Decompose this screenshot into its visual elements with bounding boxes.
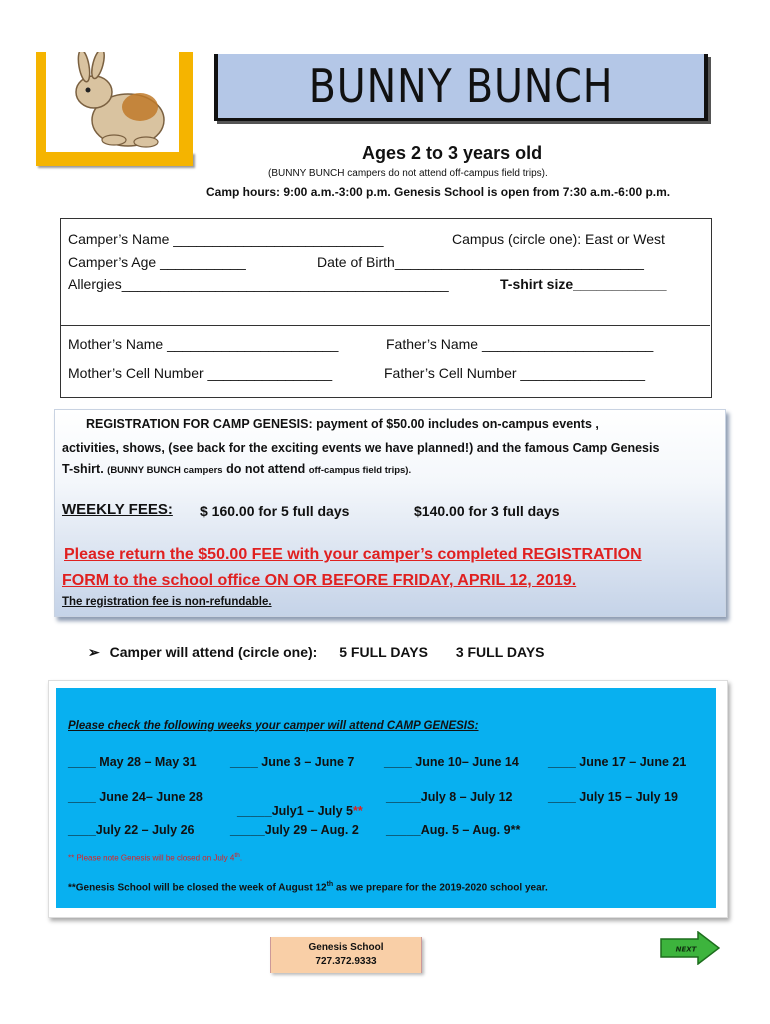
week-checkbox[interactable]: _____July 29 – Aug. 2 (230, 823, 359, 837)
bunny-campers-text: (BUNNY BUNCH campers (107, 465, 223, 476)
fathers-name-field[interactable]: Father’s Name ______________________ (386, 336, 654, 352)
campers-name-field[interactable]: Camper’s Name ___________________________ (68, 231, 384, 247)
weekly-fees-label: WEEKLY FEES: (62, 501, 173, 518)
info-divider (60, 325, 710, 326)
registration-line-1: REGISTRATION FOR CAMP GENESIS: payment of $50.00 includes on-campus events , (86, 417, 599, 431)
logo-frame-bottom (36, 152, 193, 166)
bunny-icon (58, 52, 178, 152)
july-note-text: ** Please note Genesis will be closed on July 4 (68, 853, 235, 863)
title-banner (214, 54, 708, 121)
fee-3-days: $140.00 for 3 full days (414, 503, 560, 519)
july-closure-note: ** Please note Genesis will be closed on July 4th. (68, 852, 243, 863)
return-fee-line-1: Please return the $50.00 FEE with your camper’s completed REGISTRATION (64, 546, 642, 563)
week-checkbox[interactable]: _____July 8 – July 12 (386, 790, 513, 804)
nonrefundable-note: The registration fee is non-refundable. (62, 596, 272, 608)
aug-note-tail: as we prepare for the 2019-2020 school year. (333, 882, 548, 894)
camp-hours: Camp hours: 9:00 a.m.-3:00 p.m. Genesis School is open from 7:30 a.m.-6:00 p.m. (206, 185, 671, 199)
week-checkbox[interactable]: ____ June 3 – June 7 (230, 755, 355, 769)
registration-line-3 (62, 462, 411, 476)
week-checkbox[interactable]: ____ July 15 – July 19 (548, 790, 678, 804)
aug-note-text: **Genesis School will be closed the week of August 12 (68, 882, 327, 894)
registration-line-2: activities, shows, (see back for the exciting events we have planned!) and the famous Camp Genesis (62, 441, 660, 455)
closure-mark: ** (353, 804, 363, 818)
contact-box (270, 937, 422, 973)
arrow-right-icon (660, 931, 720, 965)
week-label: _____July1 – July 5 (236, 804, 354, 818)
week-checkbox[interactable]: ____July 22 – July 26 (68, 823, 195, 837)
phone-number: 727.372.9333 (315, 956, 377, 967)
july-note-sup: th (234, 852, 240, 859)
date-of-birth-field[interactable]: Date of Birth________________________________ (317, 254, 644, 270)
aug-note-sup: th (326, 881, 334, 888)
week-checkbox[interactable]: ____ May 28 – May 31 (68, 755, 197, 769)
logo-frame-left (36, 52, 46, 162)
school-name: Genesis School (308, 942, 384, 953)
mothers-cell-field[interactable]: Mother’s Cell Number ________________ (68, 365, 333, 381)
week-checkbox[interactable]: ____ June 24– June 28 (68, 790, 203, 804)
logo-frame-right (179, 52, 193, 162)
attendance-choice (88, 644, 545, 661)
campus-field[interactable]: Campus (circle one): East or West (452, 231, 665, 247)
campers-age-field[interactable]: Camper’s Age ___________ (68, 254, 246, 270)
next-label: NEXT (675, 945, 697, 954)
do-not-attend-text: do not attend (226, 462, 306, 476)
mothers-name-field[interactable]: Mother’s Name ______________________ (68, 336, 339, 352)
return-fee-line-2: FORM to the school office ON OR BEFORE FRIDAY, APRIL 12, 2019. (62, 572, 577, 589)
week-checkbox[interactable]: _____Aug. 5 – Aug. 9** (386, 823, 521, 837)
attend-label: Camper will attend (circle one): (109, 644, 318, 660)
week-checkbox[interactable]: ____ June 10– June 14 (384, 755, 519, 769)
week-checkbox[interactable] (230, 790, 363, 818)
august-closure-note (68, 881, 548, 893)
tshirt-text: T-shirt. (62, 462, 104, 476)
option-3-full-days[interactable]: 3 FULL DAYS (455, 644, 545, 660)
offcampus-note: (BUNNY BUNCH campers do not attend off-campus field trips). (268, 168, 548, 179)
bunny-logo (36, 52, 194, 162)
option-5-full-days[interactable]: 5 FULL DAYS (339, 644, 428, 660)
allergies-field[interactable]: Allergies__________________________________________ (68, 276, 449, 292)
next-arrow-button[interactable] (660, 931, 720, 965)
fathers-cell-field[interactable]: Father’s Cell Number ________________ (384, 365, 645, 381)
bullet-arrow-icon: ➢ (88, 644, 100, 660)
age-range: Ages 2 to 3 years old (362, 143, 543, 163)
field-trips-text: off-campus field trips). (308, 465, 412, 476)
page-title: BUNNY BUNCH (308, 59, 614, 113)
fee-5-days: $ 160.00 for 5 full days (200, 503, 350, 519)
week-checkbox[interactable]: ____ June 17 – June 21 (548, 755, 687, 769)
tshirt-size-field[interactable]: T-shirt size____________ (500, 276, 667, 292)
weeks-heading: Please check the following weeks your camper will attend CAMP GENESIS: (68, 720, 479, 732)
